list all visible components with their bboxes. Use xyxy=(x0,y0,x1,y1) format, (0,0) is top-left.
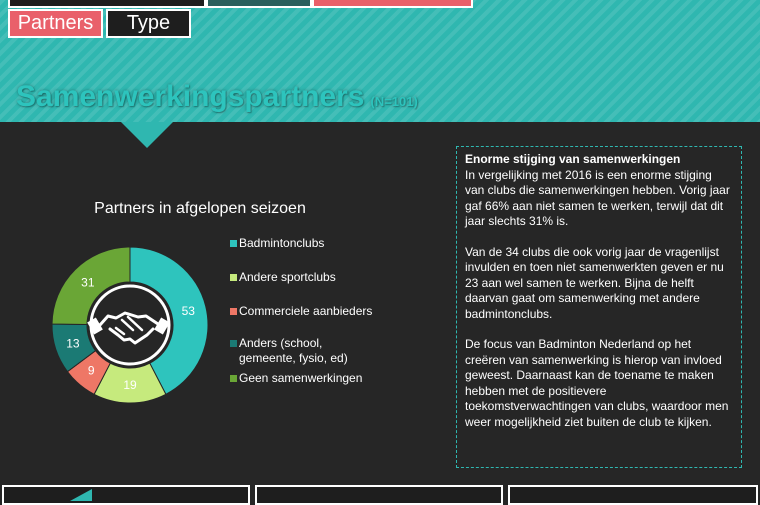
arrow-left-icon xyxy=(66,487,96,503)
page-title xyxy=(16,80,418,114)
bottom-nav-box-1[interactable] xyxy=(2,485,250,505)
sample-size: (N=101) xyxy=(370,94,418,109)
slice-value-label: 9 xyxy=(87,363,95,378)
legend-label: Anders (school, xyxy=(239,336,323,350)
legend-swatch xyxy=(230,240,237,247)
top-tab-3[interactable] xyxy=(312,0,473,8)
page-title-text: Samenwerkingspartners xyxy=(16,80,365,113)
legend-item-commerciele-aanbieders xyxy=(230,304,372,319)
chart-title: Partners in afgelopen seizoen xyxy=(94,200,306,217)
legend-item-andere-sportclubs xyxy=(230,270,336,285)
tab-partners[interactable]: Partners xyxy=(8,9,103,38)
note-paragraph-3: De focus van Badminton Nederland op het creëren van samenwerking is hierop van invloed geweest. Daarnaast kan de toename te maken hebben met de positievere toekomstverwachtingen van clubs, waardoor men weer mogelijkheid ziet buiten de club te kijken. xyxy=(465,337,729,429)
header-banner xyxy=(0,0,760,122)
legend-label-line2: gemeente, fysio, ed) xyxy=(239,351,348,365)
legend-label: Commerciele aanbieders xyxy=(239,304,373,318)
bottom-nav-box-3[interactable] xyxy=(508,485,758,505)
bottom-nav-box-2[interactable] xyxy=(255,485,503,505)
top-tab-2[interactable] xyxy=(206,0,312,8)
legend-item-badmintonclubs xyxy=(230,236,324,251)
note-heading: Enorme stijging van samenwerkingen xyxy=(465,152,681,166)
slice-value-label: 13 xyxy=(66,336,80,351)
top-tab-1[interactable] xyxy=(8,0,206,8)
slice-value-label: 53 xyxy=(181,303,195,318)
slice-value-label: 31 xyxy=(81,275,95,290)
legend-label: Andere sportclubs xyxy=(239,270,336,284)
info-box xyxy=(456,146,742,468)
legend-label: Badmintonclubs xyxy=(239,236,325,250)
legend-item-anders xyxy=(230,336,348,366)
legend-swatch xyxy=(230,308,237,315)
legend-swatch xyxy=(230,340,237,347)
note-paragraph-1 xyxy=(465,152,733,230)
legend-label: Geen samenwerkingen xyxy=(239,371,363,385)
donut-chart xyxy=(50,245,210,405)
legend-swatch xyxy=(230,375,237,382)
handshake-icon xyxy=(87,313,170,343)
note-paragraph-2: Van de 34 clubs die ook vorig jaar de vragenlijst invulden en toen niet samenwerkten geven er nu 23 aan wel samen te werken. Bijna de helft daarvan gaat om samenwerking met andere badmintonclubs. xyxy=(465,244,724,321)
tab-type[interactable]: Type xyxy=(106,9,191,38)
legend-item-geen-samenwerkingen xyxy=(230,371,362,386)
slice-value-label: 19 xyxy=(123,378,137,392)
header-pointer xyxy=(121,122,173,148)
legend-swatch xyxy=(230,274,237,281)
note-text-1: In vergelijking met 2016 is een enorme stijging van clubs die samenwerkingen hebben. Vorig jaar gaf 66% aan niet samen te werken, terwijl dat dit jaar slechts 31% is. xyxy=(465,167,730,228)
